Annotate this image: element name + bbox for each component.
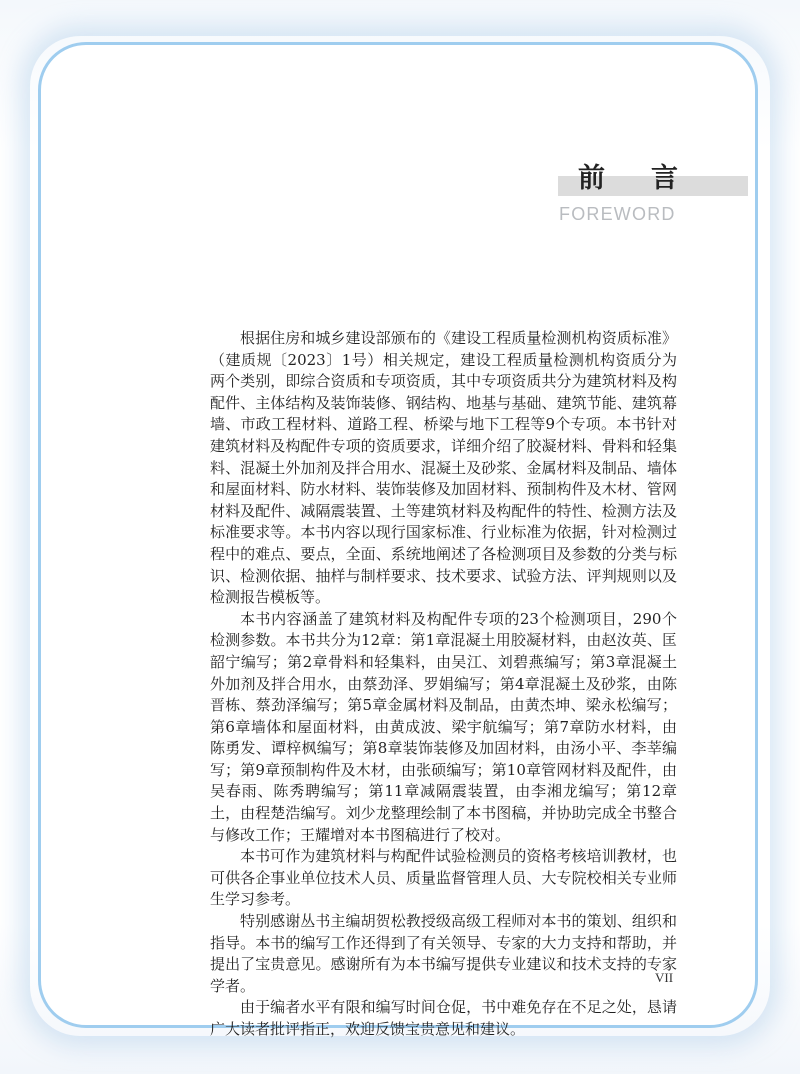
paragraph: 由于编者水平有限和编写时间仓促，书中难免存在不足之处，恳请广大读者批评指正，欢迎反馈宝贵意见和建议。 xyxy=(210,998,677,1038)
paragraph: 特别感谢丛书主编胡贺松教授级高级工程师对本书的策划、组织和指导。本书的编写工作还得到了有关领导、专家的大力支持和帮助，并提出了宝贵意见。感谢所有为本书编写提供专业建议和技术支持的专家学者。 xyxy=(210,912,677,995)
page-number: VII xyxy=(655,970,674,985)
paragraph: 本书可作为建筑材料与构配件试验检测员的资格考核培训教材，也可供各企事业单位技术人员、质量监督管理人员、大专院校相关专业师生学习参考。 xyxy=(210,847,677,909)
title-char-2: 言 xyxy=(651,163,678,194)
page-title xyxy=(578,156,678,195)
foreword-body xyxy=(210,328,677,1041)
paragraph: 本书内容涵盖了建筑材料及构配件专项的23个检测项目，290个检测参数。本书共分为12章：第1章混凝土用胶凝材料，由赵汝英、匡韶宁编写；第2章骨料和轻集料，由吴江、刘碧燕编写；第3章混凝土外加剂及拌合用水，由蔡劲泽、罗娟编写；第4章混凝土及砂浆，由陈晋栋、蔡劲泽编写；第5章金属材料及制品，由黄杰坤、梁永松编写；第6章墙体和屋面材料，由黄成波、梁宇航编写；第7章防水材料，由陈勇发、谭梓枫编写；第8章装饰装修及加固材料，由汤小平、李莘编写；第9章预制构件及木材，由张硕编写；第10章管网材料及配件，由吴春雨、陈秀聘编写；第11章减隔震装置，由李湘龙编写；第12章土，由程楚浩编写。刘少龙整理绘制了本书图稿，并协助完成全书整合与修改工作；王耀增对本书图稿进行了校对。 xyxy=(210,609,677,844)
title-char-1: 前 xyxy=(578,163,605,194)
page-subtitle: FOREWORD xyxy=(559,204,676,224)
paragraph: 根据住房和城乡建设部颁布的《建设工程质量检测机构资质标准》（建质规〔2023〕1号）相关规定，建设工程质量检测机构资质分为两个类别，即综合资质和专项资质，其中专项资质共分为建筑材料及构配件、主体结构及装饰装修、钢结构、地基与基础、建筑节能、建筑幕墙、市政工程材料、道路工程、桥梁与地下工程等9个专项。本书针对建筑材料及构配件专项的资质要求，详细介绍了胶凝材料、骨料和轻集料、混凝土外加剂及拌合用水、混凝土及砂浆、金属材料及制品、墙体和屋面材料、防水材料、装饰装修及加固材料、预制构件及木材、管网材料及配件、减隔震装置、土等建筑材料及构配件的特性、检测方法及标准要求等。本书内容以现行国家标准、行业标准为依据，针对检测过程中的难点、要点，全面、系统地阐述了各检测项目及参数的分类与标识、检测依据、抽样与制样要求、技术要求、试验方法、评判规则以及检测报告模板等。 xyxy=(210,329,677,607)
